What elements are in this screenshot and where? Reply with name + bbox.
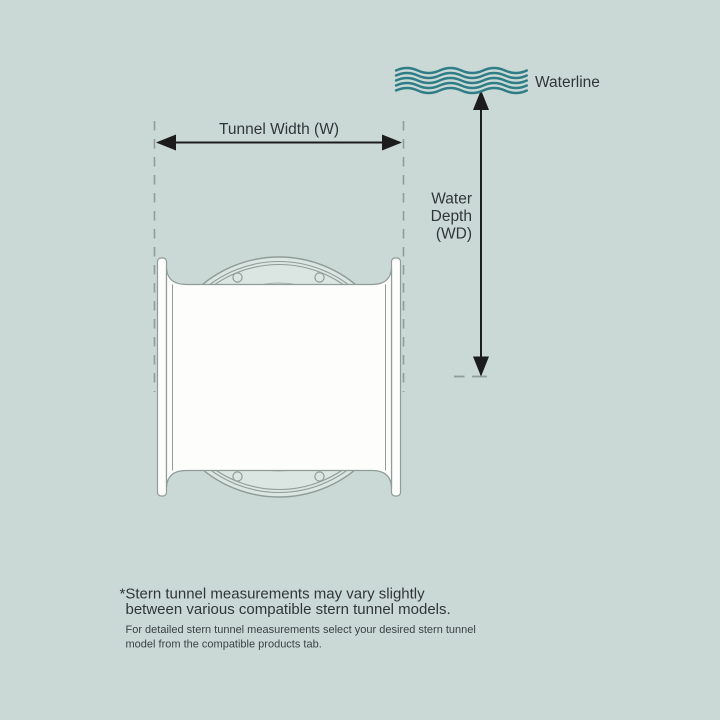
- waterline-label: Waterline: [535, 74, 600, 91]
- svg-text:Water: Water: [431, 190, 472, 208]
- svg-text:For detailed stern tunnel meas: For detailed stern tunnel measurements select your desired stern tunnel: [125, 624, 476, 636]
- tunnel-body: [167, 268, 392, 487]
- waterline-waves-icon: [396, 68, 527, 93]
- tunnel-left-flange: [158, 258, 167, 496]
- footnote-primary: [120, 586, 451, 619]
- stern-tunnel-drawing: [158, 257, 401, 497]
- svg-text:Depth: Depth: [430, 208, 472, 225]
- tunnel-right-flange: [392, 258, 401, 496]
- water-depth-label: [431, 191, 472, 243]
- svg-text:model from the compatible prod: model from the compatible products tab.: [125, 638, 322, 651]
- svg-text:between various compatible ste: between various compatible stern tunnel models.: [125, 601, 451, 618]
- tunnel-width-label: Tunnel Width (W): [218, 121, 340, 138]
- svg-text:(WD): (WD): [435, 225, 472, 243]
- footnote-secondary: [126, 624, 476, 651]
- svg-text:*Stern tunnel measurements may: *Stern tunnel measurements may vary slightly: [119, 585, 425, 603]
